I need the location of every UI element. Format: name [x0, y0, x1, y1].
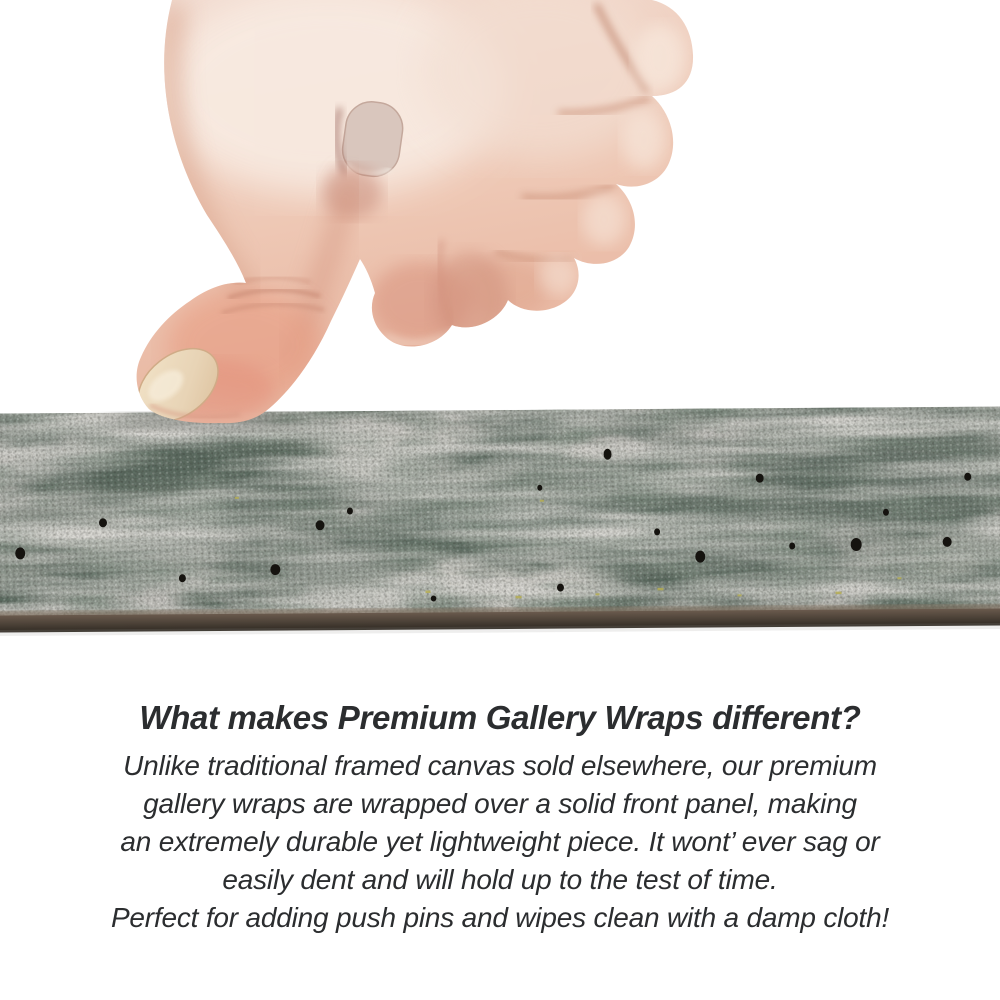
caption-block — [0, 696, 1000, 937]
caption-heading: What makes Premium Gallery Wraps different? — [139, 699, 861, 736]
hand-pressing-canvas-photo — [0, 0, 1000, 460]
caption-line: gallery wraps are wrapped over a solid front panel, making — [143, 788, 857, 819]
caption-line: Unlike traditional framed canvas sold elsewhere, our premium — [123, 750, 877, 781]
caption-line: Perfect for adding push pins and wipes clean with a damp cloth! — [110, 902, 890, 933]
caption-line: easily dent and will hold up to the test of time. — [222, 864, 778, 895]
caption-line: an extremely durable yet lightweight piece. It wont’ ever sag or — [120, 826, 880, 857]
